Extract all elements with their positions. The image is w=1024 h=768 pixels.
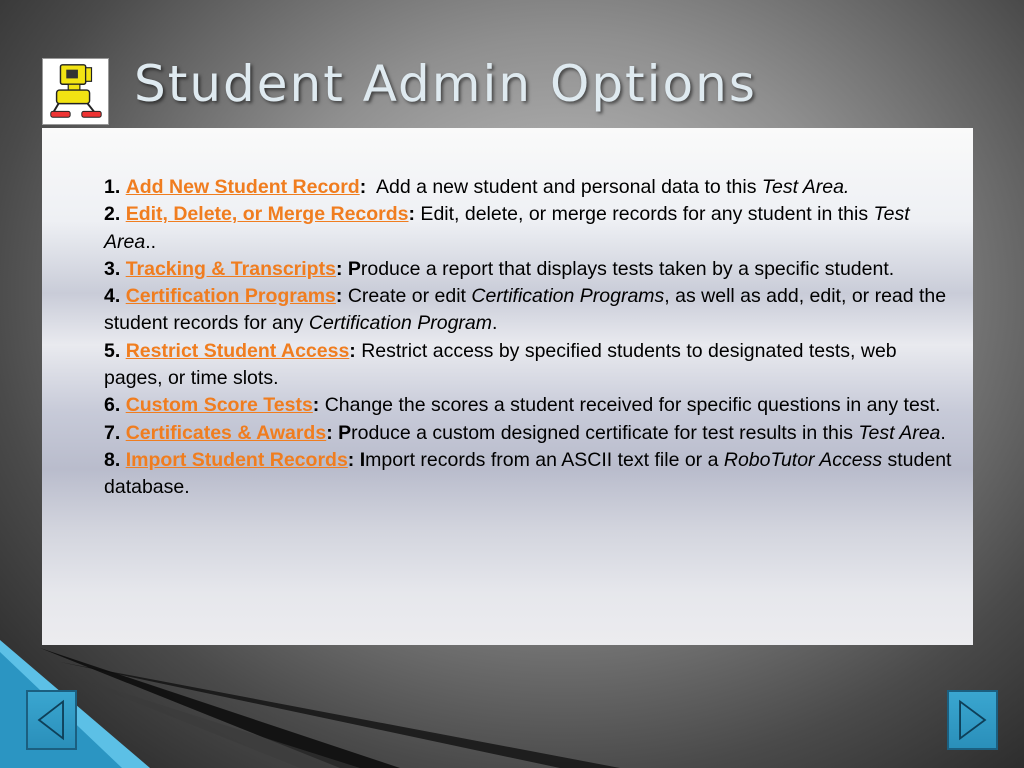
list-item bbox=[104, 338, 957, 393]
item-number: 5. bbox=[104, 339, 121, 362]
item-number: 3. bbox=[104, 257, 121, 280]
item-emphasis: RoboTutor Access bbox=[723, 448, 883, 471]
slide-title: Student Admin Options bbox=[134, 55, 757, 113]
item-emphasis: Test Area bbox=[858, 421, 941, 444]
item-tail: . bbox=[940, 421, 946, 444]
list-item bbox=[104, 201, 957, 256]
item-colon: : bbox=[408, 203, 416, 226]
item-number: 2. bbox=[104, 203, 121, 226]
content-panel bbox=[42, 128, 973, 645]
custom-score-tests-link[interactable]: Custom Score Tests bbox=[125, 394, 313, 417]
triangle-left-icon bbox=[28, 692, 75, 748]
previous-slide-button[interactable] bbox=[26, 690, 77, 750]
list-item bbox=[104, 447, 957, 502]
item-emphasis: Certification Programs bbox=[471, 285, 665, 308]
restrict-student-access-link[interactable]: Restrict Student Access bbox=[125, 339, 350, 362]
item-colon: : bbox=[347, 448, 355, 471]
item-description: roduce a custom designed certificate for test results in this bbox=[351, 421, 859, 444]
triangle-right-icon bbox=[949, 692, 996, 748]
list-item bbox=[104, 283, 957, 338]
item-number: 7. bbox=[104, 421, 121, 444]
item-number: 8. bbox=[104, 448, 121, 471]
item-description: Create or edit bbox=[342, 285, 472, 308]
item-colon: : bbox=[335, 285, 343, 308]
robot-logo-icon bbox=[42, 58, 109, 125]
tracking-transcripts-link[interactable]: Tracking & Transcripts bbox=[125, 257, 336, 280]
next-slide-button[interactable] bbox=[947, 690, 998, 750]
item-colon: : bbox=[335, 257, 343, 280]
item-description-2: , as well as add, edit, or read the student records for any bbox=[104, 285, 947, 335]
item-colon: : bbox=[359, 176, 367, 198]
list-item bbox=[104, 392, 957, 419]
item-description-2: student database. bbox=[104, 448, 952, 499]
certificates-awards-link[interactable]: Certificates & Awards bbox=[125, 421, 327, 444]
item-number: 1. bbox=[104, 176, 121, 198]
item-tail: .. bbox=[145, 230, 157, 253]
add-new-student-record-link[interactable]: Add New Student Record bbox=[125, 176, 360, 198]
item-emphasis: Test Area. bbox=[761, 176, 850, 198]
item-description: Restrict access by specified students to designated tests, web pages, or time slots. bbox=[104, 339, 897, 390]
item-colon: : bbox=[326, 421, 333, 444]
item-bold-initial: P bbox=[332, 421, 352, 444]
item-number: 4. bbox=[104, 285, 121, 308]
edit-delete-merge-records-link[interactable]: Edit, Delete, or Merge Records bbox=[125, 203, 409, 226]
item-description: Change the scores a student received for specific questions in any test. bbox=[319, 394, 941, 417]
item-description: Add a new student and personal data to this bbox=[366, 176, 762, 198]
item-tail: . bbox=[492, 312, 498, 335]
list-item bbox=[104, 256, 957, 283]
certification-programs-link[interactable]: Certification Programs bbox=[125, 285, 336, 308]
item-description: mport records from an ASCII text file or a bbox=[365, 448, 724, 471]
item-emphasis-2: Certification Program bbox=[308, 312, 493, 335]
item-bold-initial: P bbox=[342, 257, 361, 280]
item-number: 6. bbox=[104, 394, 121, 417]
item-description: roduce a report that displays tests taken by a specific student. bbox=[360, 257, 895, 280]
import-student-records-link[interactable]: Import Student Records bbox=[125, 448, 348, 471]
item-emphasis: Test Area bbox=[104, 203, 910, 253]
item-description: Edit, delete, or merge records for any student in this bbox=[415, 203, 874, 226]
item-colon: : bbox=[349, 339, 356, 362]
item-bold-initial: I bbox=[354, 448, 366, 471]
list-item bbox=[104, 174, 957, 201]
item-colon: : bbox=[312, 394, 320, 417]
list-item bbox=[104, 420, 957, 447]
